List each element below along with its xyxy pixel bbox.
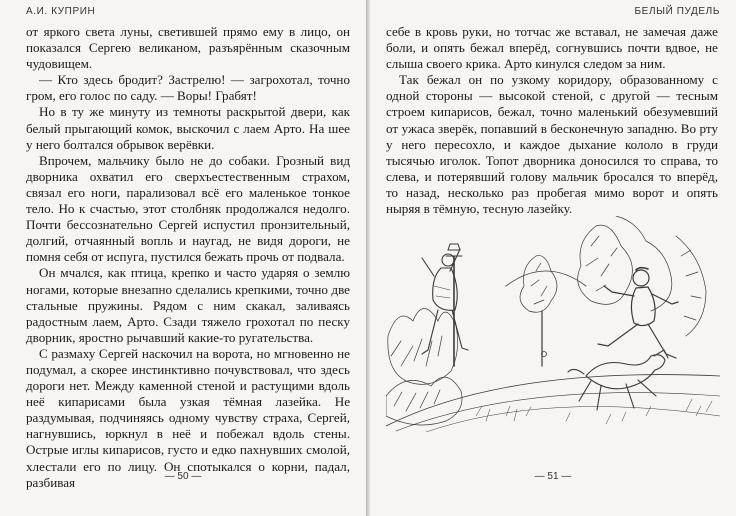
left-body-text	[26, 24, 350, 491]
running-header-author: А.И. КУПРИН	[26, 6, 96, 17]
sketch-illustration	[386, 216, 720, 432]
paragraph: — Кто здесь бродит? Застрелю! — загрохотал, точно гром, его голос по саду. — Воры! Грабят!	[26, 72, 350, 104]
page-number: — 50 —	[164, 471, 202, 482]
paragraph: Так бежал он по узкому коридору, образованному с одной стороны — высокой стеной, с другой — тесным строем кипарисов, бежал, точно маленький обезумевший от ужаса зверёк, попавший в бесконечную западню. Во рту у него пересохло, и каждое дыхание кололо в груди тысячью иголок. Топот дворника доносился то справа, то слева, и потерявший голову мальчик бросался то вперёд, то назад, несколько раз пробегая мимо ворот и опять ныряя в тёмную, тесную лазейку.	[386, 72, 718, 217]
running-header-title: БЕЛЫЙ ПУДЕЛЬ	[634, 6, 720, 17]
left-page	[0, 0, 366, 516]
paragraph: С размаху Сергей наскочил на ворота, но мгновенно не подумал, а скорее инстинктивно почувствовал, что здесь дороги нет. Между каменной стеной и растущими вдоль неё кипарисами была узкая тёмная лазейка. Не раздумывая, подчиняясь одному чувству страха, Сергей, нагнувшись, юркнул в неё и побежал вдоль стены. Острые иглы кипарисов, густо и едко пахнувших смолой, хлестали его по лицу. Он спотыкался о корни, падал, разбивая	[26, 345, 350, 490]
paragraph: себе в кровь руки, но тотчас же вставал, не замечая даже боли, и опять бежал вперёд, согнувшись почти вдвое, не слыша своего крика. Арто кинулся следом за ним.	[386, 24, 718, 72]
paragraph: Но в ту же минуту из темноты раскрытой двери, как белый прыгающий комок, выскочил с лаем Арто. На шее у него болтался обрывок верёвки.	[26, 104, 350, 152]
paragraph: Впрочем, мальчику было не до собаки. Грозный вид дворника охватил его сверхъестественным страхом, связал его ноги, парализовал всё его маленькое тонкое тело. Но к счастью, этот столбняк продолжался недолго. Почти бессознательно Сергей испустил пронзительный, долгий, отчаянный вопль и наугад, не видя дороги, не помня себя от испуга, пустился бежать прочь от подвала.	[26, 152, 350, 265]
page-number: — 51 —	[534, 471, 572, 482]
right-body-text	[386, 24, 718, 217]
paragraph: Он мчался, как птица, крепко и часто ударяя о землю ногами, которые внезапно сделались крепкими, точно две стальные пружины. Рядом с ним скакал, заливаясь радостным лаем, Арто. Сзади тяжело грохотал по песку дворник, яростно рычавший какие-то ругательства.	[26, 265, 350, 345]
paragraph: от яркого света луны, светившей прямо ему в лицо, он показался Сергею великаном, разъярённым сказочным чудовищем.	[26, 24, 350, 72]
right-page	[370, 0, 736, 516]
